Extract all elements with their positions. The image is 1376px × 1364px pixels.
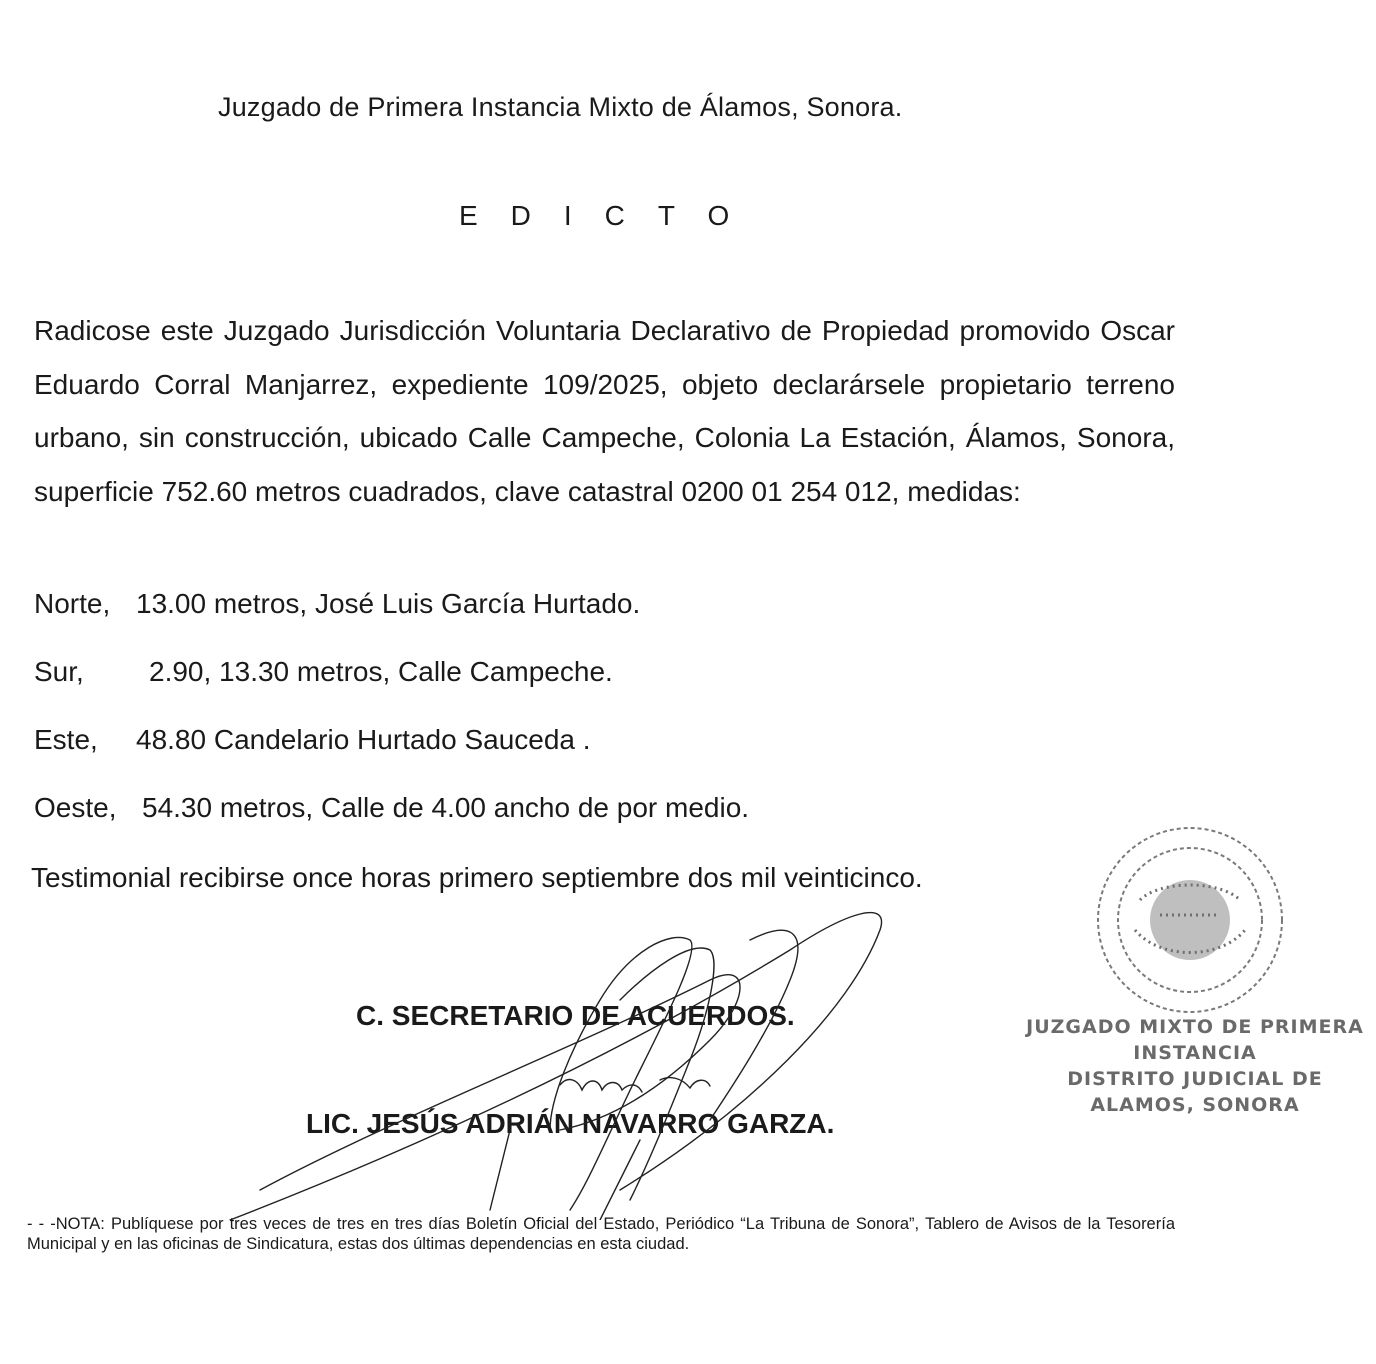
measure-value: 2.90, 13.30 metros, Calle Campeche.: [149, 656, 613, 687]
measure-east: [34, 724, 591, 756]
measure-label: Norte,: [34, 588, 111, 619]
seal-line-3: DISTRITO JUDICIAL DE: [1067, 1068, 1323, 1090]
court-seal: [1010, 820, 1310, 1020]
measure-north: [34, 588, 641, 620]
court-heading: Juzgado de Primera Instancia Mixto de Álamos, Sonora.: [218, 92, 903, 122]
publication-note: - - -NOTA: Publíquese por tres veces de tres en tres días Boletín Oficial del Estado, Periódico “La Tribuna de Sonora”, Tablero de Avisos de la Tesorería Municipal y en las oficinas de Sindicatura, estas dos últimas dependencias en esta ciudad.: [27, 1215, 1175, 1253]
seal-line-4: ALAMOS, SONORA: [1090, 1094, 1300, 1116]
signatory-role: C. SECRETARIO DE ACUERDOS.: [356, 1000, 795, 1031]
measure-label: Este,: [34, 724, 98, 755]
measure-value: 48.80 Candelario Hurtado Sauceda .: [136, 724, 591, 755]
seal-line-1: JUZGADO MIXTO DE PRIMERA: [1026, 1016, 1364, 1038]
seal-line-2: INSTANCIA: [1133, 1042, 1257, 1064]
edict-body-paragraph: Radicose este Juzgado Jurisdicción Voluntaria Declarativo de Propiedad promovido Oscar Eduardo Corral Manjarrez, expediente 109/2025, objeto declarársele propietario terreno urbano, sin construcción, ubicado Calle Campeche, Colonia La Estación, Álamos, Sonora, superficie 752.60 metros cuadrados, clave catastral 0200 01 254 012, medidas:: [34, 315, 1175, 507]
measure-value: 13.00 metros, José Luis García Hurtado.: [136, 588, 641, 619]
measure-south: [34, 656, 613, 688]
measure-label: Oeste,: [34, 792, 117, 823]
document-title: EDICTO: [459, 200, 763, 231]
handwritten-signature: [190, 890, 890, 1220]
measure-label: Sur,: [34, 656, 84, 687]
signatory-name: LIC. JESÚS ADRIÁN NAVARRO GARZA.: [306, 1108, 835, 1139]
measure-west: [34, 792, 750, 824]
measure-value: 54.30 metros, Calle de 4.00 ancho de por medio.: [142, 792, 750, 823]
testimonial-line: Testimonial recibirse once horas primero septiembre dos mil veinticinco.: [31, 862, 923, 893]
